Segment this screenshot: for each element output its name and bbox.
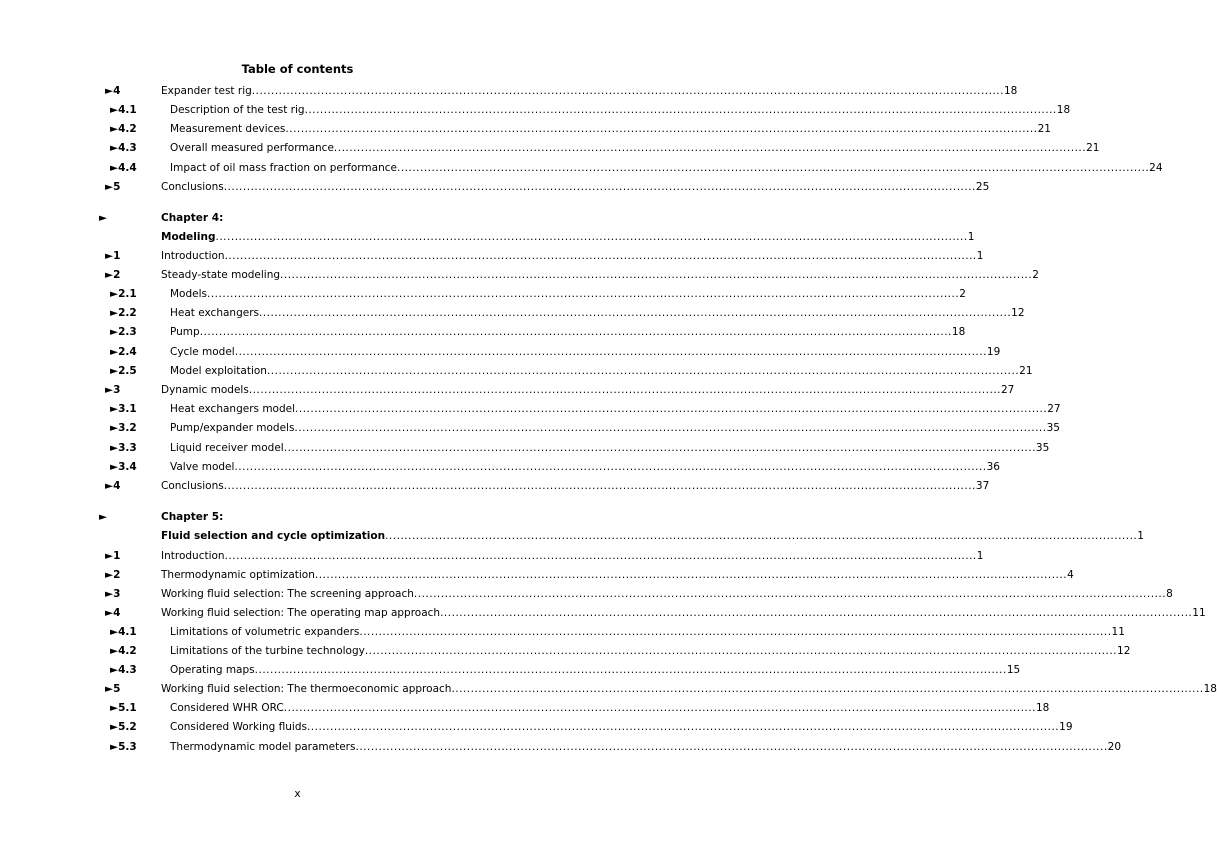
chapter-label: Chapter 4: (161, 212, 224, 224)
section-number: ►4.2 (110, 645, 137, 657)
section-number: ►2 (105, 569, 121, 581)
page-number: 1 (967, 231, 975, 243)
page-number: 1 (1137, 530, 1144, 542)
section-title: Heat exchangers (170, 307, 259, 319)
dot-leader: .................................................................................................................................................................................................... (223, 181, 976, 193)
page-number: 18 (951, 326, 966, 338)
section-number: ►5.1 (110, 702, 137, 714)
page-number: 2 (959, 288, 966, 300)
section-number: ►5 (105, 181, 121, 193)
chapter-heading[interactable] (0, 510, 595, 525)
section-title: Considered WHR ORC (170, 702, 284, 714)
section-number: ►4.2 (110, 123, 137, 135)
dot-leader: .................................................................................................................................................................................................... (283, 442, 1036, 454)
toc-entry[interactable] (0, 402, 1061, 417)
dot-leader: .................................................................................................................................................................................................... (396, 162, 1150, 174)
dot-leader: .................................................................................................................................................................................................... (223, 480, 976, 492)
toc-entry[interactable] (0, 364, 1033, 379)
section-number: ►2.5 (110, 365, 137, 377)
section-title: Working fluid selection: The operating map approach (161, 607, 441, 619)
page-number: 21 (1037, 123, 1051, 135)
page-number: 25 (975, 181, 990, 193)
section-number: ►2.4 (110, 346, 137, 358)
section-number: ►4 (105, 607, 121, 619)
section-title: Impact of oil mass fraction on performance (170, 162, 397, 174)
page-number: 27 (1047, 403, 1061, 415)
dot-leader: .................................................................................................................................................................................................... (295, 403, 1048, 415)
section-title: Working fluid selection: The screening approach (161, 588, 414, 600)
section-title: Description of the test rig (170, 104, 305, 116)
page-number: 1 (976, 550, 984, 562)
chapter-title: Modeling (161, 231, 216, 243)
section-title: Working fluid selection: The thermoeconomic approach (161, 683, 452, 695)
section-number: ►4 (105, 480, 121, 492)
section-title: Thermodynamic optimization (161, 569, 315, 581)
section-title: Cycle model (170, 346, 235, 358)
dot-leader: .................................................................................................................................................................................................... (359, 626, 1112, 638)
dot-leader: .................................................................................................................................................................................................... (283, 702, 1036, 714)
dot-leader: .................................................................................................................................................................................................... (234, 461, 987, 473)
toc-entry[interactable] (0, 701, 1050, 716)
section-title: Limitations of volumetric expanders (170, 626, 360, 638)
page-number: 27 (1001, 384, 1015, 396)
page-number: 19 (1059, 721, 1073, 733)
dot-leader: .................................................................................................................................................................................................... (258, 307, 1012, 319)
page-number: 20 (1107, 741, 1122, 753)
toc-entry[interactable] (0, 306, 1025, 321)
section-title: Conclusions (161, 181, 224, 193)
chapter-title: Fluid selection and cycle optimization (161, 530, 386, 542)
toc-entry[interactable] (0, 682, 1217, 697)
dot-leader: .................................................................................................................................................................................................... (333, 142, 1087, 154)
dot-leader: .................................................................................................................................................................................................... (314, 569, 1068, 581)
section-number: ►3 (105, 588, 121, 600)
page-number: 18 (1035, 702, 1050, 714)
page-number: 4 (1067, 569, 1074, 581)
page-number: 21 (1019, 365, 1033, 377)
page-number: 21 (1086, 142, 1100, 154)
dot-leader: .................................................................................................................................................................................................... (199, 326, 952, 338)
dot-leader: .................................................................................................................................................................................................... (355, 741, 1108, 753)
dot-leader: .................................................................................................................................................................................................... (207, 288, 960, 300)
page-number: 36 (986, 461, 1000, 473)
section-number: ►2.1 (110, 288, 137, 300)
section-number: ►4 (105, 85, 121, 97)
dot-leader: .................................................................................................................................................................................................... (385, 530, 1138, 542)
dot-leader: .................................................................................................................................................................................................... (215, 231, 968, 243)
dot-leader: .................................................................................................................................................................................................... (294, 422, 1047, 434)
chapter-heading[interactable] (0, 211, 595, 226)
section-number: ►1 (105, 550, 121, 562)
toc-entry[interactable] (0, 587, 1173, 602)
toc-entry[interactable] (0, 606, 1206, 621)
dot-leader: .................................................................................................................................................................................................... (280, 269, 1033, 281)
toc-entry[interactable] (0, 720, 1073, 735)
dot-leader: .................................................................................................................................................................................................... (248, 384, 1001, 396)
toc-entry[interactable] (0, 383, 1015, 398)
toc-entry[interactable] (0, 441, 1050, 456)
chapter-arrow-icon: ► (99, 511, 108, 523)
page-number: 12 (1011, 307, 1025, 319)
dot-leader: .................................................................................................................................................................................................... (364, 645, 1118, 657)
section-title: Measurement devices (170, 123, 286, 135)
toc-entry[interactable] (0, 84, 1018, 99)
section-title: Operating maps (170, 664, 255, 676)
section-title: Conclusions (161, 480, 224, 492)
toc-entry[interactable] (0, 479, 990, 494)
section-number: ►2.3 (110, 326, 137, 338)
page-number: 19 (986, 346, 1001, 358)
toc-entry[interactable] (0, 549, 984, 564)
section-title: Heat exchangers model (170, 403, 296, 415)
toc-title: Table of contents (241, 62, 354, 76)
toc-entry[interactable] (0, 230, 975, 245)
section-title: Model exploitation (170, 365, 267, 377)
toc-entry[interactable] (0, 663, 1021, 678)
page-number: 37 (975, 480, 990, 492)
chapter-arrow-icon: ► (99, 212, 108, 224)
section-title: Pump/expander models (170, 422, 295, 434)
toc-entry[interactable] (0, 325, 966, 340)
toc-entry[interactable] (0, 287, 966, 302)
page-number: 24 (1149, 162, 1163, 174)
section-title: Considered Working fluids (170, 721, 307, 733)
section-number: ►2.2 (110, 307, 137, 319)
dot-leader: .................................................................................................................................................................................................... (224, 250, 977, 262)
toc-entry[interactable] (0, 740, 1122, 755)
toc-entry[interactable] (0, 249, 984, 264)
dot-leader: .................................................................................................................................................................................................... (413, 588, 1167, 600)
section-title: Thermodynamic model parameters (170, 741, 356, 753)
section-number: ►4.3 (110, 142, 137, 154)
page-number: 1 (976, 250, 984, 262)
page-number: 11 (1111, 626, 1125, 638)
section-number: ►3 (105, 384, 121, 396)
section-number: ►3.4 (110, 461, 137, 473)
toc-entry[interactable] (0, 460, 1000, 475)
section-number: ►4.3 (110, 664, 137, 676)
dot-leader: .................................................................................................................................................................................................... (266, 365, 1020, 377)
section-number: ►5 (105, 683, 121, 695)
section-title: Introduction (161, 550, 225, 562)
toc-entry[interactable] (0, 122, 1051, 137)
section-number: ►4.1 (110, 626, 137, 638)
toc-entry[interactable] (0, 103, 1071, 118)
section-number: ►3.3 (110, 442, 137, 454)
toc-entry[interactable] (0, 568, 1074, 583)
page-number: 35 (1035, 442, 1050, 454)
toc-entry[interactable] (0, 529, 1144, 544)
toc-entry[interactable] (0, 625, 1125, 640)
dot-leader: .................................................................................................................................................................................................... (234, 346, 987, 358)
section-title: Introduction (161, 250, 225, 262)
section-number: ►3.2 (110, 422, 137, 434)
toc-entry[interactable] (0, 161, 1163, 176)
section-title: Steady-state modeling (161, 269, 281, 281)
section-title: Dynamic models (161, 384, 249, 396)
dot-leader: .................................................................................................................................................................................................... (440, 607, 1193, 619)
section-title: Models (170, 288, 207, 300)
dot-leader: .................................................................................................................................................................................................... (451, 683, 1204, 695)
section-title: Limitations of the turbine technology (170, 645, 365, 657)
section-title: Overall measured performance (170, 142, 334, 154)
toc-entry[interactable] (0, 345, 1001, 360)
page-number: 2 (1032, 269, 1039, 281)
dot-leader: .................................................................................................................................................................................................... (254, 664, 1007, 676)
page-number: 18 (1003, 85, 1018, 97)
page-number: 15 (1006, 664, 1021, 676)
dot-leader: .................................................................................................................................................................................................... (285, 123, 1038, 135)
dot-leader: .................................................................................................................................................................................................... (224, 550, 977, 562)
section-number: ►1 (105, 250, 121, 262)
section-number: ►2 (105, 269, 121, 281)
page-number: 11 (1192, 607, 1206, 619)
section-title: Liquid receiver model (170, 442, 284, 454)
dot-leader: .................................................................................................................................................................................................... (306, 721, 1060, 733)
toc-entry[interactable] (0, 180, 990, 195)
toc-entry[interactable] (0, 421, 1060, 436)
dot-leader: .................................................................................................................................................................................................... (304, 104, 1057, 116)
dot-leader: .................................................................................................................................................................................................... (251, 85, 1004, 97)
page-number: 18 (1056, 104, 1071, 116)
page-number: 18 (1203, 683, 1217, 695)
page-number: 35 (1046, 422, 1060, 434)
page-number: 12 (1117, 645, 1131, 657)
toc-entry[interactable] (0, 268, 1039, 283)
chapter-label: Chapter 5: (161, 511, 224, 523)
section-number: ►5.2 (110, 721, 137, 733)
page-footer-number: x (294, 788, 301, 800)
section-title: Pump (170, 326, 200, 338)
toc-entry[interactable] (0, 644, 1131, 659)
section-number: ►4.1 (110, 104, 137, 116)
toc-entry[interactable] (0, 141, 1100, 156)
page-number: 8 (1166, 588, 1173, 600)
section-title: Expander test rig (161, 85, 252, 97)
section-number: ►4.4 (110, 162, 137, 174)
section-number: ►5.3 (110, 741, 137, 753)
section-number: ►3.1 (110, 403, 137, 415)
section-title: Valve model (170, 461, 235, 473)
